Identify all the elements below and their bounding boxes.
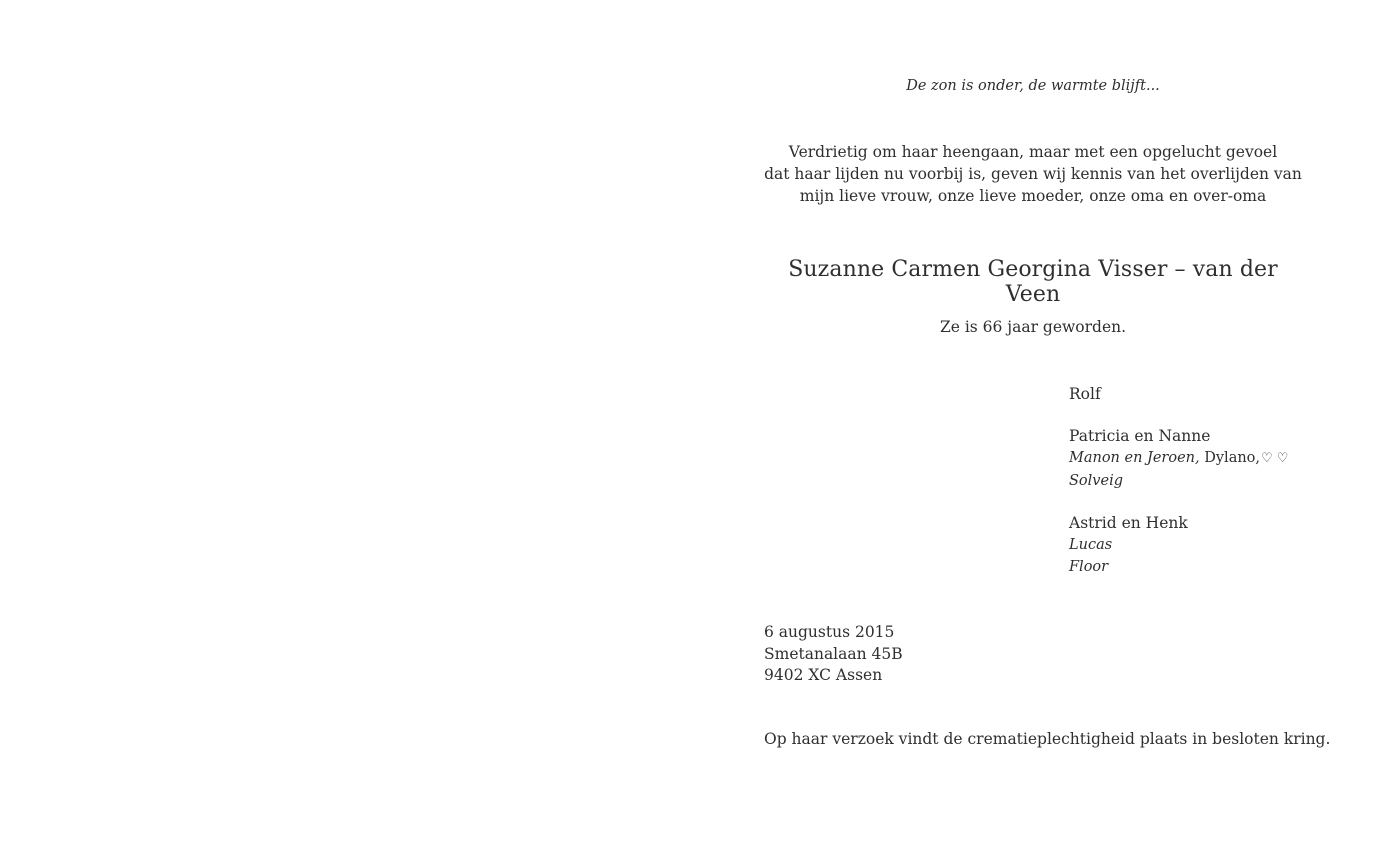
family-list: [1069, 383, 1359, 598]
family-head: Rolf: [1069, 385, 1101, 403]
grandchild-name: Dylano,: [1204, 450, 1261, 466]
announcement-line: Verdrietig om haar heengaan, maar met een opgelucht gevoel: [788, 143, 1278, 161]
grandchild-name: Lucas: [1069, 537, 1113, 553]
grandchildren-line: [1069, 447, 1359, 470]
address-block: [764, 622, 903, 687]
date-text: 6 augustus 2015: [764, 623, 895, 641]
grandchildren-names: Manon en Jeroen,: [1069, 450, 1200, 466]
motto: De zon is onder, de warmte blijft...: [906, 78, 1160, 94]
age-text: Ze is 66 jaar geworden.: [939, 318, 1127, 336]
family-group: [1069, 383, 1359, 405]
family-group: [1069, 512, 1359, 578]
deceased-name: Suzanne Carmen Georgina Visser – van der Veen: [788, 257, 1278, 307]
family-head: Astrid en Henk: [1069, 514, 1188, 532]
grandchild-name: Floor: [1069, 559, 1109, 575]
street-text: Smetanalaan 45B: [764, 644, 903, 663]
family-head: Patricia en Nanne: [1069, 427, 1211, 445]
announcement-line: dat haar lijden nu voorbij is, geven wij kennis van het overlijden van: [764, 165, 1302, 183]
family-group: [1069, 425, 1359, 492]
city-text: 9402 XC Assen: [764, 666, 883, 684]
grandchild-name: Solveig: [1069, 473, 1123, 489]
heart-icon: ♡ ♡: [1261, 451, 1289, 466]
closing-text: Op haar verzoek vindt de crematieplechtigheid plaats in besloten kring.: [764, 730, 1331, 748]
announcement-text: [760, 141, 1306, 207]
announcement-line: mijn lieve vrouw, onze lieve moeder, onze oma en over-oma: [799, 187, 1267, 205]
